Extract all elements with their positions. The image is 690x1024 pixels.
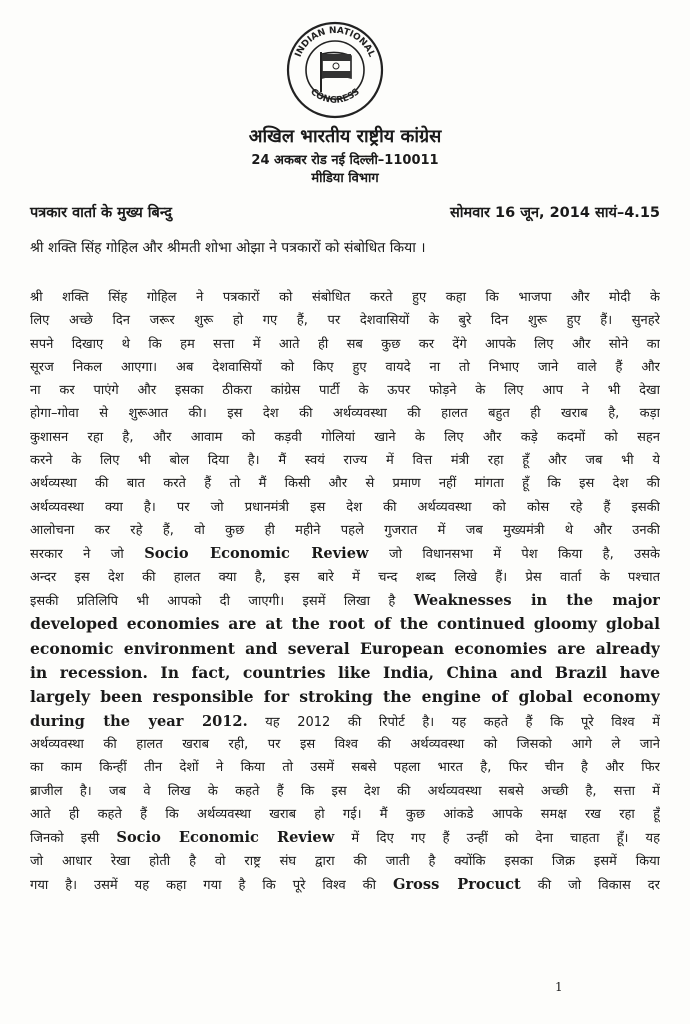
body-line — [30, 873, 660, 896]
congress-logo — [285, 18, 385, 122]
english-term: Socio Economic Review — [116, 829, 335, 847]
body-line — [30, 542, 660, 565]
english-term: Gross Procuct — [393, 875, 521, 893]
logo-bottom-text: CONGRESS — [308, 87, 362, 106]
text-segment: जो विधानसभा में पेश किया है, उसके — [388, 547, 660, 563]
english-quote-line: economic environment and several European economies are already — [30, 638, 660, 658]
english-quote: Weaknesses in the major — [413, 591, 660, 609]
body-line: सपने दिखाए थे कि हम सत्ता में आते ही सब कुछ कर देंगे आपके लिए और सोने का — [30, 336, 660, 352]
body-line: ब्राजील है। जब वे लिख के कहते हैं कि इस देश की अर्थव्यवस्था सबसे अच्छी है, सत्ता में — [30, 783, 660, 799]
body-line: अर्थव्यवस्था की हालत खराब रही, पर इस विश्व की अर्थव्यवस्था को जिसको आगे ले जाने — [30, 737, 660, 753]
text-segment: गया है। उसमें यह कहा गया है कि पूरे विश्व की — [30, 877, 377, 893]
text-segment: में दिए गए हैं उन्हीं को देना चाहता हूँ। यह — [351, 831, 660, 847]
english-quote-line: largely been responsible for stroking the engine of global economy — [30, 687, 660, 707]
body-line: कुशासन रहा है, और आवाम को कड़वी गोलियां खाने के लिए और कड़े कदमों को सहन — [30, 429, 660, 445]
press-briefing-heading: पत्रकार वार्ता के मुख्य बिन्दु — [30, 205, 173, 221]
text-segment: यह 2012 की रिपोर्ट है। यह कहते हैं कि पूरे विश्व में — [265, 714, 660, 730]
body-line: ना कर पाएंगे और इसका ठीकरा कांग्रेस पार्टी के ऊपर फोड़ने के लिए आप ने भी देखा — [30, 383, 660, 399]
body-line: का काम किन्हीं तीन देशों ने किया तो उसमें सबसे पहला भारत है, फिर चीन है और फिर — [30, 760, 660, 776]
body-line: सूरज निकल आएगा। अब देशवासियों को किए हुए वायदे ना तो निभाए जाने वाले हैं और — [30, 359, 660, 375]
body-line: आलोचना कर रहे हैं, वो कुछ ही महीने पहले गुजरात में जब मुख्यमंत्री थे और उनकी — [30, 522, 660, 538]
body-line: अर्थव्यस्था की बात करते हैं तो मैं किसी और से प्रमाण नहीं मांगता हूँ कि इस देश की — [30, 476, 660, 492]
body-line: लिए अच्छे दिन जरूर शुरू हो गए हैं, पर देशवासियों के बुरे दिन शुरू हुए हैं। सुनहरे — [30, 313, 660, 329]
body-line: अर्थव्यवस्था क्या है। पर जो प्रधानमंत्री इस देश की अर्थव्यवस्था को कोस रहे हैं इसकी — [30, 499, 660, 515]
body-line — [30, 826, 660, 849]
text-segment: इसकी प्रतिलिपि भी आपको दी जाएगी। इसमें लिखा है — [30, 593, 396, 609]
body-line: होगा–गोवा से शुरूआत की। इस देश की अर्थव्यवस्था की हालत बहुत ही खराब है, कड़ा — [30, 406, 660, 422]
text-segment: सरकार ने जो — [30, 547, 124, 563]
body-line: जो आधार रेखा होती है वो राष्ट्र संघ द्वारा की जाती है क्योंकि इसका जिक्र इसमें किया — [30, 853, 660, 869]
body-line: करने के लिए भी बोल दिया है। मैं स्वयं राज्य में वित्त मंत्री रहा हूँ और जब भी ये — [30, 453, 660, 469]
body-line: अन्दर इस देश की हालत क्या है, इस बारे में चन्द शब्द लिखे हैं। प्रेस वार्ता के पश्चात — [30, 569, 660, 585]
body-text — [30, 286, 660, 896]
subtitle: श्री शक्ति सिंह गोहिल और श्रीमती शोभा ओझा ने पत्रकारों को संबोधित किया । — [30, 240, 426, 256]
english-quote: during the year 2012. — [30, 712, 248, 730]
body-line — [30, 589, 660, 612]
svg-text:INDIAN NATIONAL — [294, 26, 377, 59]
date-time: सोमवार 16 जून, 2014 सायं–4.15 — [449, 205, 660, 221]
body-line: श्री शक्ति सिंह गोहिल ने पत्रकारों को संबोधित करते हुए कहा कि भाजपा और मोदी के — [30, 290, 660, 305]
body-line — [30, 710, 660, 733]
english-term: Socio Economic Review — [144, 545, 369, 563]
text-segment: की जो विकास दर — [537, 877, 660, 893]
body-line: आते ही कहते हैं कि अर्थव्यवस्था खराब हो गई। मैं कुछ आंकडे आपके समक्ष रख रहा हूँ — [30, 806, 660, 822]
address: 24 अकबर रोड नई दिल्ली–110011 — [251, 153, 439, 168]
english-quote-line: developed economies are at the root of the continued gloomy global — [30, 614, 660, 634]
logo-top-text: INDIAN NATIONAL — [293, 25, 377, 59]
organization-name: अखिल भारतीय राष्ट्रीय कांग्रेस — [248, 126, 442, 147]
department: मीडिया विभाग — [311, 171, 379, 186]
english-quote-line: in recession. In fact, countries like India, China and Brazil have — [30, 662, 660, 682]
page-number: 1 — [555, 980, 563, 994]
text-segment: जिनको इसी — [30, 831, 100, 847]
svg-text:CONGRESS — [308, 87, 362, 106]
